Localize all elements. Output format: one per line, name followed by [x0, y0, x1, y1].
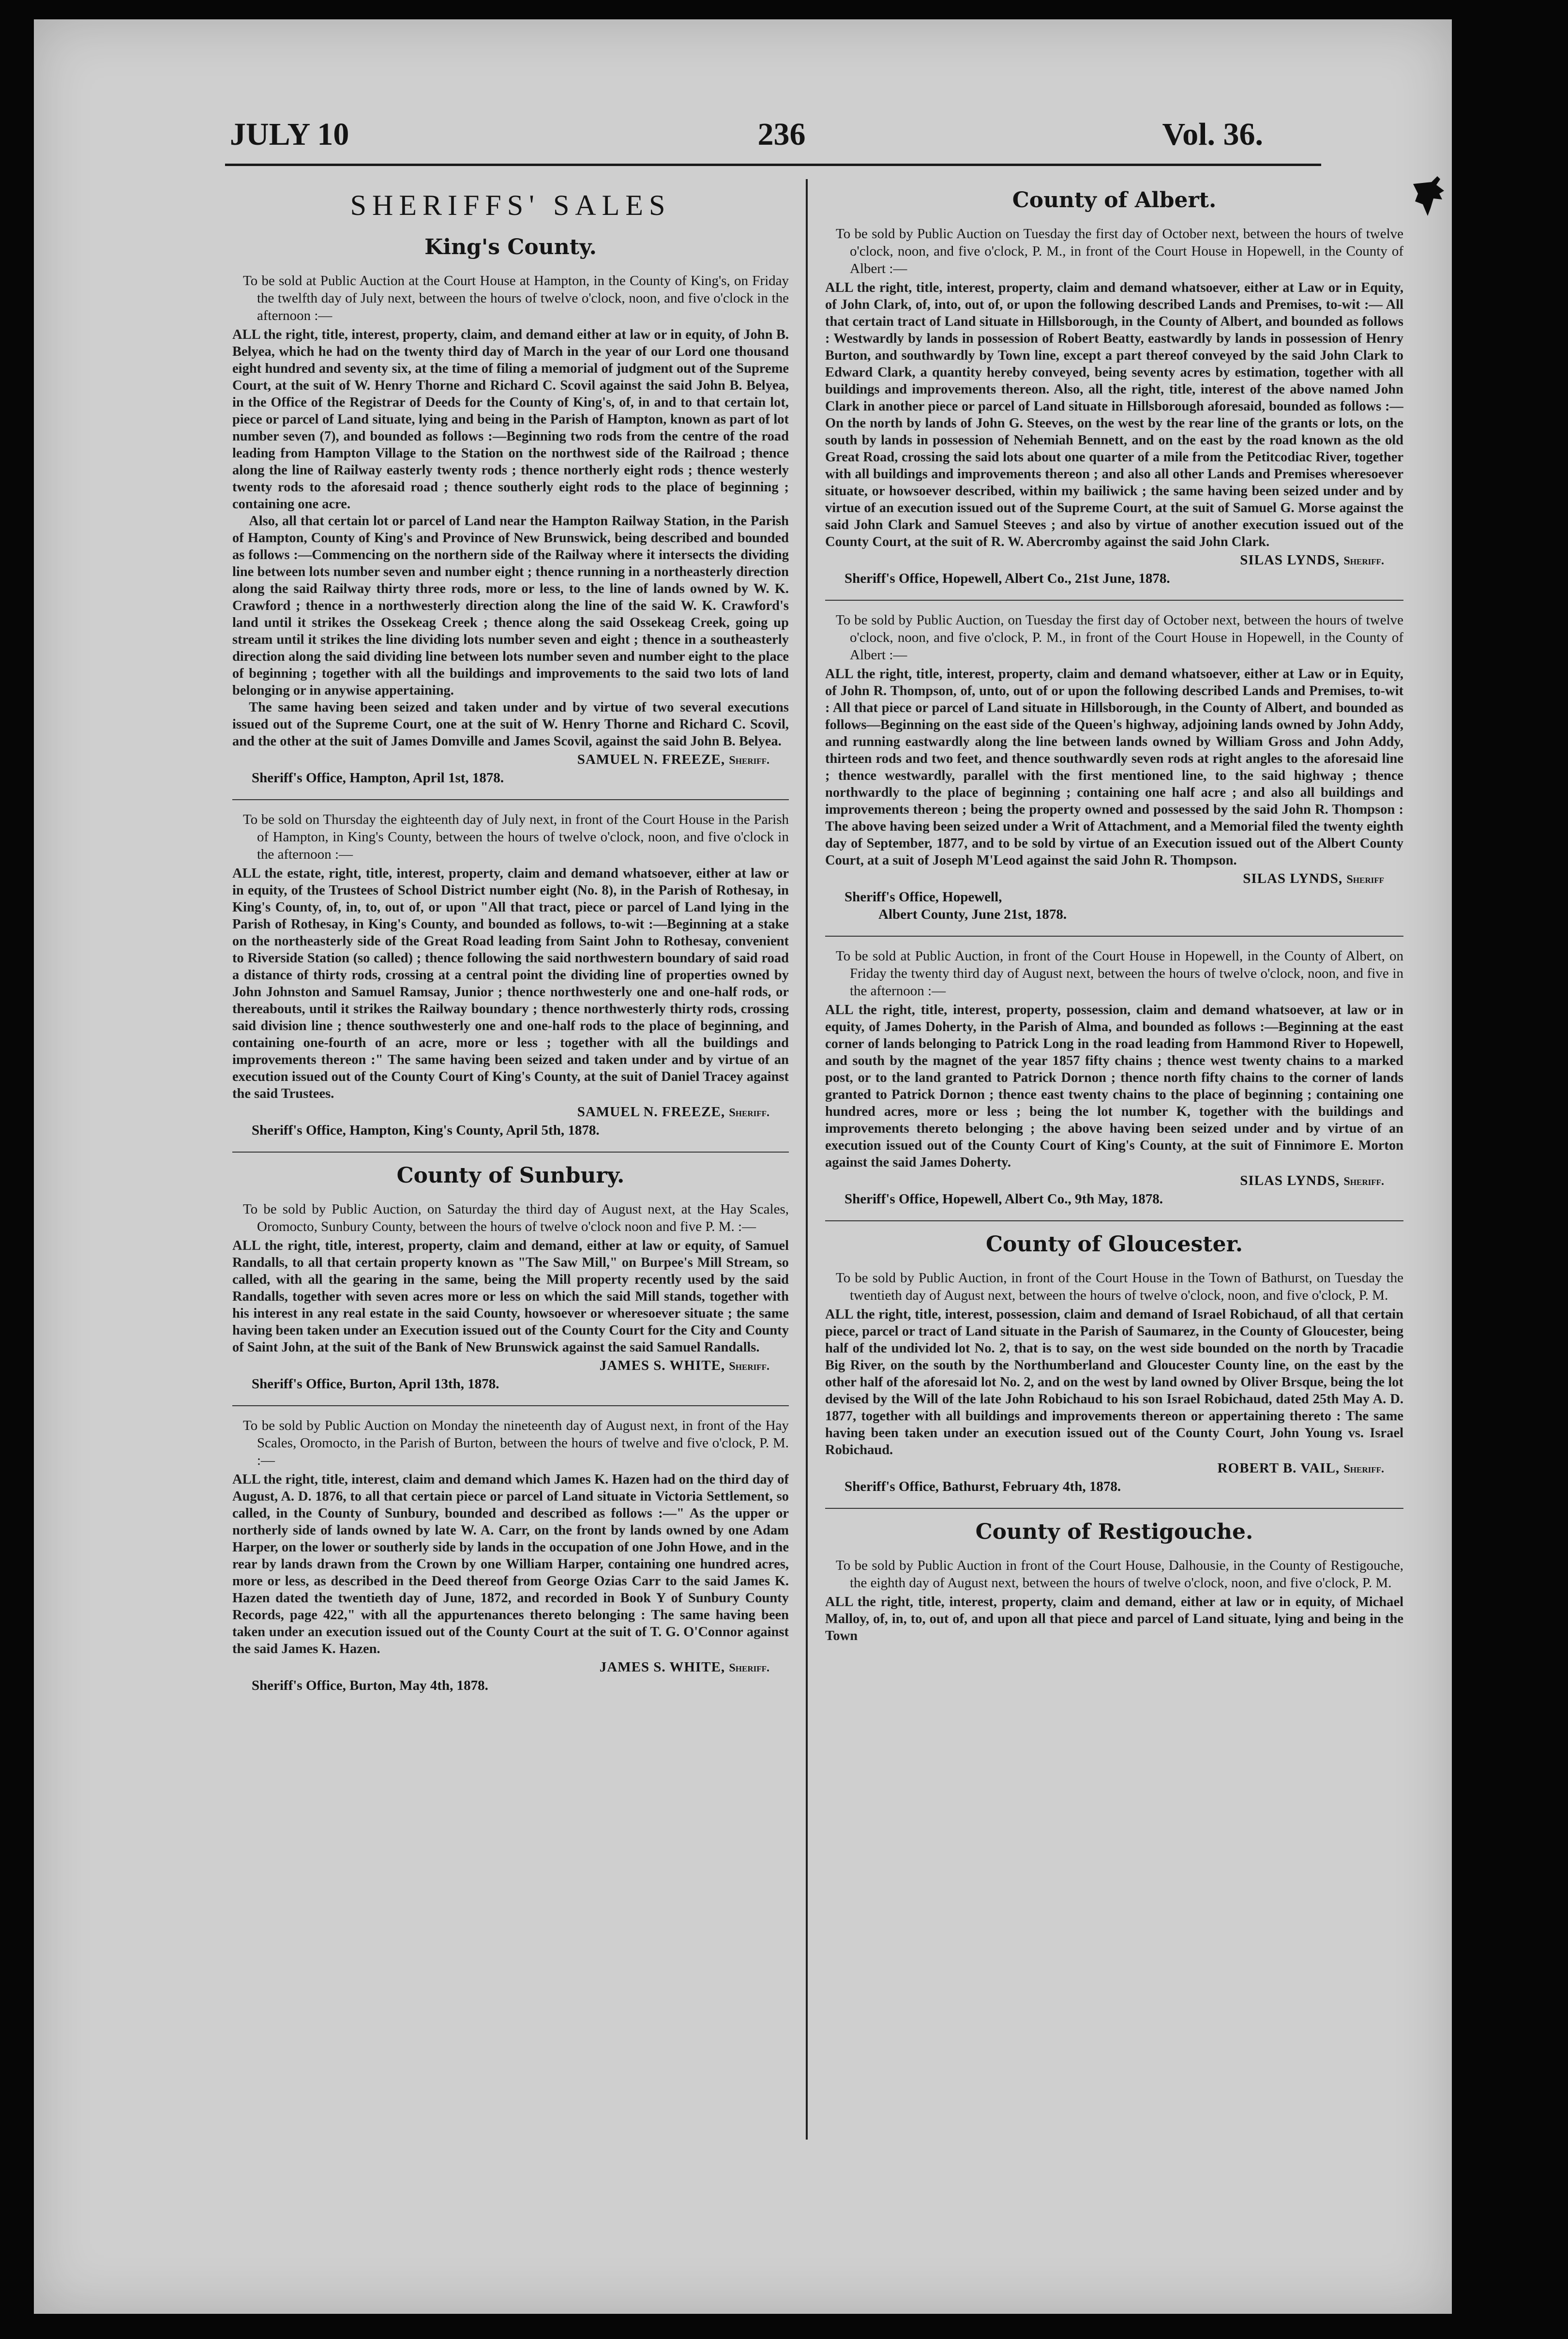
notice-body: ALL the right, title, interest, property, claim and demand, either at law or equity, of Samuel Randalls, to all that certain property known as "The Saw Mill," on Burpee's Mill Stream, so called, with all the gearing in the same, being the Mill property recently used by the said Randalls, together with seven acres more or less on which the said Mill stands, together with his interest in any real estate in the said County, howsoever or wheresoever situate ; the same having been taken under an Execution issued out of the County Court for the City and County of Saint John, at the suit of the Bank of New Brunswick against the said Samuel Randalls. [232, 1238, 789, 1355]
section-divider [825, 1220, 1403, 1221]
sheriff-name: ROBERT B. VAIL, [1217, 1460, 1340, 1476]
notice-body: ALL the right, title, interest, property, possession, claim and demand whatsoever, at law or in equity, of James Doherty, in the Parish of Alma, and bounded as follows :—Beginning at the east corner of lands belonging to Patrick Long in the road leading from Hammond River to Hopewell, and south by the magnet of the year 1857 fifty chains ; thence west twenty chains to a marked post, or to the land granted to Patrick Dornon ; thence north fifty chains to the corner of lands granted to Patrick Dornon ; thence east twenty chains to the place of beginning ; containing one hundred acres, more or less ; being the lot number K, together with the buildings and improvements thereto belonging ; the above having been seized under and by virtue of an execution issued out of the County Court of King's County, at the suit of Finnimore E. Morton against the said James Doherty. [825, 1002, 1403, 1170]
volume-number: Vol. 36. [1162, 117, 1263, 152]
sheriff-office: Sheriff's Office, Burton, May 4th, 1878. [252, 1678, 488, 1693]
sheriff-name: SILAS LYNDS, [1240, 1173, 1340, 1188]
section-divider [232, 1152, 789, 1153]
sheriff-name: SILAS LYNDS, [1240, 552, 1340, 568]
sheriff-role: Sheriff. [729, 1662, 769, 1674]
notice-body: ALL the right, title, interest, property, claim and demand whatsoever, either at Law or in Equity, of John R. Thompson, of, unto, out of or upon the following described Lands and Premises, to-wit : All that piece or parcel of Land situate in Hillsborough, in the County of Albert, and bounded as follows—Beginning on the east side of the Queen's highway, adjoining lands owned by John Addy, and running eastwardly along the line between lands owned by William Gross and John Addy, thirteen rods and two feet, and thence southwardly seven rods at right angles to the aforesaid line ; thence westwardly, parallel with the first mentioned line, to the said highway ; thence northwardly to the place of beginning ; containing one half acre ; and also all buildings and improvements thereon ; being the property owned and possessed by the said John R. Thompson : The above having been seized under a Writ of Attachment, and a Memorial filed the twenty eighth day of September, 1877, and to be sold by virtue of an Execution issued out of the Albert County Court, at a suit of Joseph M'Leod against the said John R. Thompson. [825, 667, 1403, 868]
sheriff-role: Sheriff. [1343, 1175, 1384, 1188]
sheriff-name: SAMUEL N. FREEZE, [577, 752, 725, 767]
notice-divider [232, 1405, 789, 1406]
sheriff-role: Sheriff. [1343, 555, 1384, 567]
notice-lead: To be sold by Public Auction, on Tuesday the first day of October next, between the hours of twelve o'clock, noon, and five o'clock, P. M., in front of the Court House in Hopewell, in the County of Albert :— [836, 612, 1403, 663]
right-column [825, 179, 1403, 2144]
notice-sunbury-2 [232, 1417, 789, 1694]
sheriff-office-line-2: Albert County, June 21st, 1878. [878, 907, 1067, 922]
page-title: SHERIFFS' SALES [350, 189, 671, 221]
sheriff-office: Sheriff's Office, Hopewell, [844, 889, 1002, 905]
sheriff-signature [825, 870, 1403, 888]
notice-body: ALL the right, title, interest, claim and demand which James K. Hazen had on the third day of August, A. D. 1876, to all that certain piece or parcel of Land situate in Victoria Settlement, so called, in the County of Sunbury, bounded and described as follows :—" As the upper or northerly side of lands owned by late W. A. Carr, on the front by lands owned by one Adam Harper, on the lower or southerly side by lands in the occupation of one John Howe, and in the rear by lands drawn from the Crown by one William Harper, containing one hundred acres, more or less, as described in the Deed thereof from George Ozias Carr to the said James K. Hazen dated the twentieth day of June, 1872, and recorded in Book Y of Sunbury County Records, page 422," with all the appurtenances thereto belonging : The same having been taken under an execution issued out of the County Court at the suit of T. G. O'Connor against the said James K. Hazen. [232, 1472, 789, 1656]
sheriff-signature [825, 551, 1403, 570]
sheriff-role: Sheriff [1346, 873, 1384, 886]
notice-lead: To be sold on Thursday the eighteenth day of July next, in front of the Court House in the Parish of Hampton, in King's County, between the hours of twelve o'clock, noon, and five o'clock in the afternoon :— [243, 812, 789, 862]
sheriff-signature [825, 1172, 1403, 1190]
sheriff-office: Sheriff's Office, Bathurst, February 4th, 1878. [844, 1479, 1121, 1494]
sheriff-signature [232, 751, 789, 769]
notice-albert-1 [825, 225, 1403, 587]
notice-kings-2 [232, 811, 789, 1139]
section-heading-sunbury: County of Sunbury. [396, 1163, 625, 1188]
notice-gloucester-1 [825, 1269, 1403, 1495]
sheriff-office: Sheriff's Office, Burton, April 13th, 1878. [252, 1376, 499, 1392]
notice-divider [825, 600, 1403, 601]
newspaper-page [34, 19, 1452, 2314]
notice-lead: To be sold by Public Auction in front of the Court House, Dalhousie, in the County of Restigouche, the eighth day of August next, between the hours of twelve o'clock, noon, and five o'clock, P. M. [836, 1558, 1403, 1591]
notice-albert-2 [825, 611, 1403, 923]
notice-divider [825, 936, 1403, 937]
sheriff-name: JAMES S. WHITE, [599, 1358, 725, 1373]
notice-body: The same having been seized and taken under and by virtue of two several executions issued out of the Supreme Court, one at the suit of W. Henry Thorne and Richard C. Scovil, and the other at the suit of James Domville and James Scovil, against the said John B. Belyea. [232, 700, 789, 749]
notice-lead: To be sold by Public Auction on Tuesday the first day of October next, between the hours of twelve o'clock, noon, and five o'clock, P. M., in front of the Court House in Hopewell, in the County of Albert :— [836, 226, 1403, 276]
sheriff-office: Sheriff's Office, Hopewell, Albert Co., 9th May, 1878. [844, 1191, 1163, 1207]
sheriff-role: Sheriff. [729, 1107, 769, 1119]
sheriff-office: Sheriff's Office, Hopewell, Albert Co., 21st June, 1878. [844, 571, 1170, 586]
section-heading-kings: King's County. [424, 235, 597, 259]
notice-body: ALL the estate, right, title, interest, property, claim and demand whatsoever, either at law or in equity, of the Trustees of School District number eight (No. 8), in the Parish of Rothesay, in King's County, of, in, to, out of, or upon "All that tract, piece or parcel of Land lying in the Parish of Rothesay, in King's County, and bounded as follows, to-wit :—Beginning at a stake on the northeasterly side of the Great Road leading from Saint John to Rothesay, convenient to Riverside Station (so called) ; thence following the said northwestern boundary of said road a distance of thirty rods, crossing at a central point the dividing line of properties owned by John Johnston and Samuel Ramsay, Junior ; thence northwesterly one and one-half rods, or thereabouts, until it strikes the Railway boundary ; thence northwesterly thirty rods, crossing said division line ; thence southwesterly one and one-half rods to the place of beginning, and containing one-fourth of an acre, more or less ; together with all the buildings and improvements thereon :" The same having been seized and taken under and by virtue of an execution issued out of the County Court of King's County, at the suit of Daniel Tracey against the said Trustees. [232, 866, 789, 1101]
notice-lead: To be sold at Public Auction at the Court House at Hampton, in the County of King's, on Friday the twelfth day of July next, between the hours of twelve o'clock, noon, and five o'clock in the afternoon :— [243, 273, 789, 323]
sheriff-role: Sheriff. [1343, 1463, 1384, 1475]
section-heading-restigouche: County of Restigouche. [975, 1519, 1253, 1544]
notice-body: ALL the right, title, interest, property, claim and demand, either at law or in equity, of Michael Malloy, of, in, to, out of, and upon all that piece and parcel of Land situate, lying and being in the Town [825, 1595, 1403, 1643]
left-column [232, 179, 789, 2144]
sheriff-name: SAMUEL N. FREEZE, [577, 1104, 725, 1120]
sheriff-role: Sheriff. [729, 754, 769, 767]
sheriff-signature [232, 1658, 789, 1677]
section-heading-albert: County of Albert. [1012, 188, 1217, 213]
page-date: JULY 10 [230, 117, 349, 152]
page-number: 236 [757, 117, 806, 152]
notice-sunbury-1 [232, 1200, 789, 1393]
notice-body: Also, all that certain lot or parcel of Land near the Hampton Railway Station, in the Parish of Hampton, County of King's and Province of New Brunswick, being described and bounded as follows :—Commencing on the northern side of the Railway where it intersects the dividing line between lots number seven and number eight ; thence running in a northeasterly direction along the said Railway thirty three rods, more or less, to the line of lands owned by W. K. Crawford ; thence in a northwesterly direction along the line of the said W. K. Crawford's land until it strikes the Ossekeag Creek ; thence along the said Ossekeag Creek, going up stream until it strikes the line dividing lots number seven and eight ; thence in a southeasterly direction along the said dividing line between lots number seven and number eight to the place of beginning ; together with all the buildings and improvements to the said two lots of land belonging or in anywise appertaining. [232, 514, 789, 698]
notice-body: ALL the right, title, interest, possession, claim and demand of Israel Robichaud, of all that certain piece, parcel or tract of Land situate in the Parish of Saumarez, in the County of Gloucester, being half of the undivided lot No. 2, that is to say, on the west side bounded on the north by Tracadie Big River, on the south by the Northumberland and Gloucester County line, on the east by the other half of the aforesaid lot No. 2, and on the west by land owned by Oliver Brsque, being the lot devised by the Will of the late John Robichaud to his son Israel Robichaud, dated 25th May A. D. 1877, together with all buildings and improvements thereon or appertaining thereto : The same having been taken under an execution issued out of the County Court, John Young vs. Israel Robichaud. [825, 1307, 1403, 1458]
pointing-hand-icon [1408, 174, 1447, 218]
sheriff-office: Sheriff's Office, Hampton, April 1st, 1878. [252, 770, 504, 786]
section-divider [825, 1508, 1403, 1509]
sheriff-signature [232, 1357, 789, 1375]
sheriff-role: Sheriff. [729, 1360, 769, 1373]
notice-restigouche-1 [825, 1557, 1403, 1644]
sheriff-name: JAMES S. WHITE, [599, 1659, 725, 1675]
notice-kings-1 [232, 272, 789, 787]
notice-divider [232, 799, 789, 800]
notice-lead: To be sold by Public Auction, in front of the Court House in the Town of Bathurst, on Tuesday the twentieth day of August next, between the hours of twelve o'clock, noon, and five o'clock, P. M. [836, 1270, 1403, 1303]
notice-lead: To be sold at Public Auction, in front of the Court House in Hopewell, in the County of Albert, on Friday the twenty third day of August next, between the hours of twelve o'clock, noon, and five in the afternoon :— [836, 948, 1403, 999]
column-rule [806, 179, 808, 2140]
sheriff-signature [232, 1103, 789, 1122]
sheriff-office: Sheriff's Office, Hampton, King's County, April 5th, 1878. [252, 1123, 600, 1138]
section-heading-gloucester: County of Gloucester. [985, 1232, 1243, 1257]
header-rule [225, 164, 1321, 166]
notice-albert-3 [825, 947, 1403, 1208]
notice-body: ALL the right, title, interest, property, claim and demand whatsoever, either at Law or in Equity, of John Clark, of, into, out of, or upon the following described Lands and Premises, to-wit :— All that certain tract of Land situate in Hillsborough, in the County of Albert, and bounded as follows : Westwardly by lands in possession of Robert Beatty, eastwardly by lands in possession of Henry Burton, and southwardly by Town line, except a part thereof conveyed by the said John Clark to Edward Clark, a quantity hereby conveyed, being seventy acres by estimation, together with all buildings and improvements thereon. Also, all the right, title, interest of the above named John Clark in another piece or parcel of Land situate in Hillsborough aforesaid, bounded as follows :—On the north by lands of John G. Steeves, on the west by the rear line of the grants or lots, on the south by lands in possession of Nehemiah Bennett, and on the east by the road known as the old Great Road, crossing the said lots about one quarter of a mile from the Petitcodiac River, together with all buildings and improvements thereon ; and also all other Lands and Premises wheresoever situate, or howsoever described, within my bailiwick ; the same having been seized under and by virtue of an execution issued out of the Supreme Court, at the suit of Samuel G. Morse against the said John Clark and Samuel Steeves ; and also by virtue of another execution issued out of the County Court, at the suit of R. W. Abercromby against the said John Clark. [825, 280, 1403, 549]
notice-body: ALL the right, title, interest, property, claim, and demand either at law or in equity, of John B. Belyea, which he had on the twenty third day of March in the year of our Lord one thousand eight hundred and seventy six, at the time of filing a memorial of judgment out of the Supreme Court, at the suit of W. Henry Thorne and Richard C. Scovil against the said John B. Belyea, in the Office of the Registrar of Deeds for the County of King's, of, in and to that certain lot, piece or parcel of Land situate, lying and being in the Parish of Hampton, known as part of lot number seven (7), and bounded as follows :—Beginning two rods from the centre of the road leading from Hampton Village to the Station on the northwest side of the Railroad ; thence along the line of Railway easterly twenty rods ; thence northerly eight rods ; thence westerly twenty rods to the aforesaid road ; thence southerly eight rods to the place of beginning ; containing one acre. [232, 327, 789, 512]
notice-lead: To be sold by Public Auction, on Saturday the third day of August next, at the Hay Scales, Oromocto, Sunbury County, between the hours of twelve o'clock noon and five P. M. :— [243, 1201, 789, 1234]
sheriff-signature [825, 1459, 1403, 1478]
sheriff-name: SILAS LYNDS, [1243, 871, 1343, 886]
notice-lead: To be sold by Public Auction on Monday the nineteenth day of August next, in front of the Hay Scales, Oromocto, in the Parish of Burton, between the hours of twelve and five o'clock, P. M. :— [243, 1418, 789, 1468]
